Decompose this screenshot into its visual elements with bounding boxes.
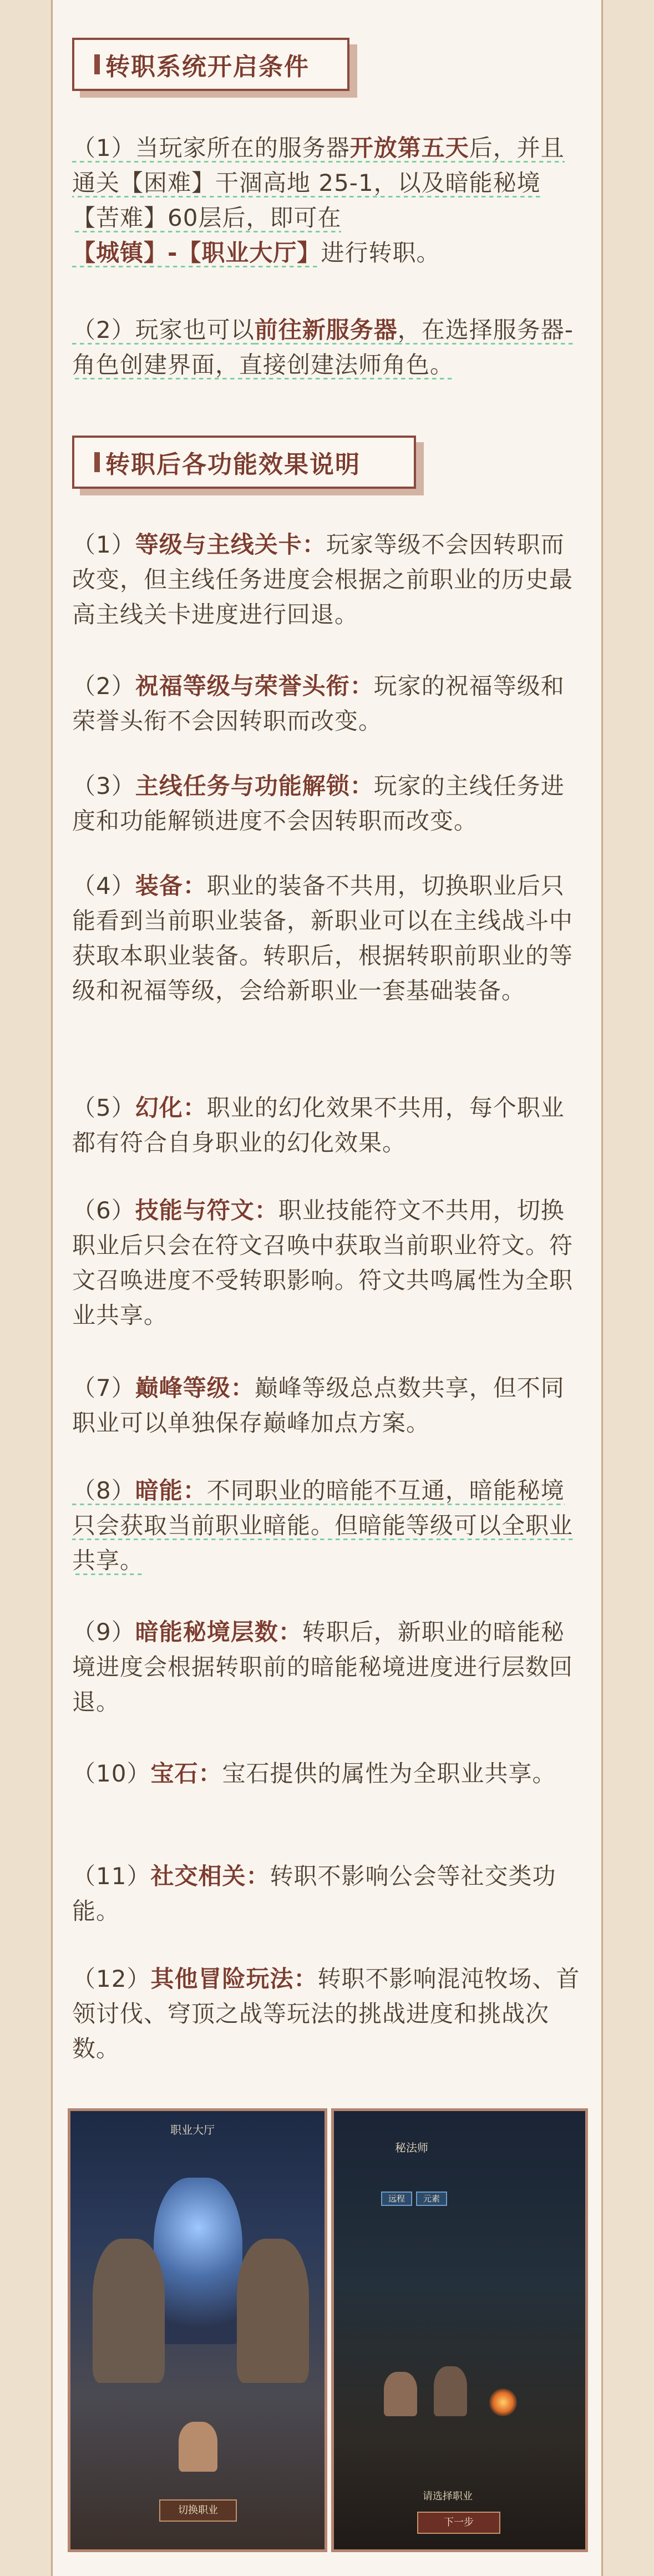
next-step-button[interactable]: 下一步 <box>417 2512 500 2534</box>
paragraph-condition-1 <box>72 130 588 270</box>
statue-figure <box>93 2239 165 2383</box>
section-title: 转职系统开启条件 <box>105 53 310 81</box>
switch-job-button[interactable]: 切换职业 <box>159 2499 237 2522</box>
item-number: （6） <box>72 1197 135 1224</box>
screenshot-title: 职业大厅 <box>170 2123 215 2137</box>
tab-ranged[interactable]: 远程 <box>381 2192 412 2206</box>
effect-item <box>72 527 588 632</box>
screenshot-class-select <box>331 2108 588 2552</box>
item-number: （2） <box>72 672 135 700</box>
highlight-text: 开放第五天 <box>349 134 469 161</box>
item-text: 转职不影响公会等社交类功能。 <box>72 1863 556 1925</box>
text: ，在选择服务器-角色创建界面，直接创建法师角色。 <box>72 316 574 378</box>
character-avatar <box>179 2422 217 2472</box>
section-heading-conditions <box>72 38 349 91</box>
item-label: 等级与主线关卡： <box>135 531 326 558</box>
effect-item <box>72 1370 588 1440</box>
text: （2）玩家也可以 <box>72 316 255 343</box>
item-number: （11） <box>72 1863 151 1890</box>
text: （1）当玩家所在的服务器 <box>72 134 350 161</box>
heading-marker-icon <box>94 452 100 472</box>
statue-figure <box>237 2239 309 2383</box>
item-label: 技能与符文： <box>135 1197 278 1224</box>
screenshot-title: 秘法师 <box>395 2141 428 2154</box>
item-text: 职业技能符文不共用，切换职业后只会在符文召唤中获取当前职业符文。符文召唤进度不受转职影响。符文共鸣属性为全职业共享。 <box>72 1197 574 1329</box>
effect-item <box>72 1756 588 1791</box>
item-text: 玩家的祝福等级和荣誉头衔不会因转职而改变。 <box>72 672 565 735</box>
item-number: （3） <box>72 772 135 799</box>
item-text: 玩家的主线任务进度和功能解锁进度不会因转职而改变。 <box>72 772 565 834</box>
effect-item <box>72 1090 588 1160</box>
item-text: 巅峰等级总点数共享，但不同职业可以单独保存巅峰加点方案。 <box>72 1374 565 1436</box>
item-label: 其他冒险玩法： <box>150 1965 318 1992</box>
effect-item <box>72 1473 588 1578</box>
screenshot-job-hall <box>68 2108 327 2552</box>
item-label: 社交相关： <box>150 1863 270 1890</box>
paragraph-condition-2 <box>72 312 588 382</box>
item-number: （9） <box>72 1618 135 1646</box>
item-number: （10） <box>72 1760 151 1787</box>
item-number: （5） <box>72 1094 135 1121</box>
statue-figure <box>154 2178 242 2344</box>
campfire-icon <box>489 2388 517 2416</box>
item-text: 职业的装备不共用，切换职业后只能看到当前职业装备，新职业可以在主线战斗中获取本职业装备。转职后，根据转职前职业的等级和祝福等级，会给新职业一套基础装备。 <box>72 872 574 1004</box>
campfire-character <box>434 2366 467 2416</box>
effect-item <box>72 1961 588 2066</box>
item-label: 暗能： <box>135 1477 207 1504</box>
item-label: 祝福等级与荣誉头衔： <box>135 672 374 700</box>
item-text: 转职后，新职业的暗能秘境进度会根据转职前的暗能秘境进度进行层数回退。 <box>72 1618 574 1715</box>
highlight-text: 【城镇】-【职业大厅】 <box>72 239 321 266</box>
highlight-text: 前往新服务器 <box>254 316 398 343</box>
item-number: （8） <box>72 1477 135 1504</box>
item-number: （7） <box>72 1374 135 1401</box>
item-label: 巅峰等级： <box>135 1374 255 1401</box>
item-number: （12） <box>72 1965 151 1992</box>
item-label: 装备： <box>135 872 207 899</box>
item-number: （4） <box>72 872 135 899</box>
item-label: 幻化： <box>135 1094 207 1121</box>
effect-item <box>72 1615 588 1719</box>
item-text: 宝石提供的属性为全职业共享。 <box>222 1760 556 1787</box>
effect-item <box>72 1859 588 1929</box>
section-title: 转职后各功能效果说明 <box>105 451 361 479</box>
section-heading-effects <box>72 436 416 489</box>
item-text: 不同职业的暗能不互通，暗能秘境只会获取当前职业暗能。但暗能等级可以全职业共享。 <box>72 1477 574 1574</box>
item-label: 主线任务与功能解锁： <box>135 772 374 799</box>
item-label: 宝石： <box>150 1760 222 1787</box>
item-text: 玩家等级不会因转职而改变，但主线任务进度会根据之前职业的历史最高主线关卡进度进行回退。 <box>72 531 574 628</box>
select-hint: 请选择职业 <box>423 2491 473 2502</box>
text: 后，并且通关【困难】干涸高地 25-1，以及暗能秘境【苦难】60层后，即可在 <box>72 134 565 231</box>
heading-marker-icon <box>94 54 100 74</box>
item-number: （1） <box>72 531 135 558</box>
effect-item <box>72 868 588 1008</box>
item-text: 转职不影响混沌牧场、首领讨伐、穹顶之战等玩法的挑战进度和挑战次数。 <box>72 1965 580 2062</box>
effect-item <box>72 1193 588 1333</box>
effect-item <box>72 768 588 838</box>
item-text: 职业的幻化效果不共用，每个职业都有符合自身职业的幻化效果。 <box>72 1094 565 1156</box>
tab-elemental[interactable]: 元素 <box>416 2192 447 2206</box>
campfire-character <box>384 2372 417 2416</box>
item-label: 暗能秘境层数： <box>135 1618 302 1646</box>
effect-item <box>72 669 588 738</box>
text: 进行转职。 <box>321 239 440 266</box>
